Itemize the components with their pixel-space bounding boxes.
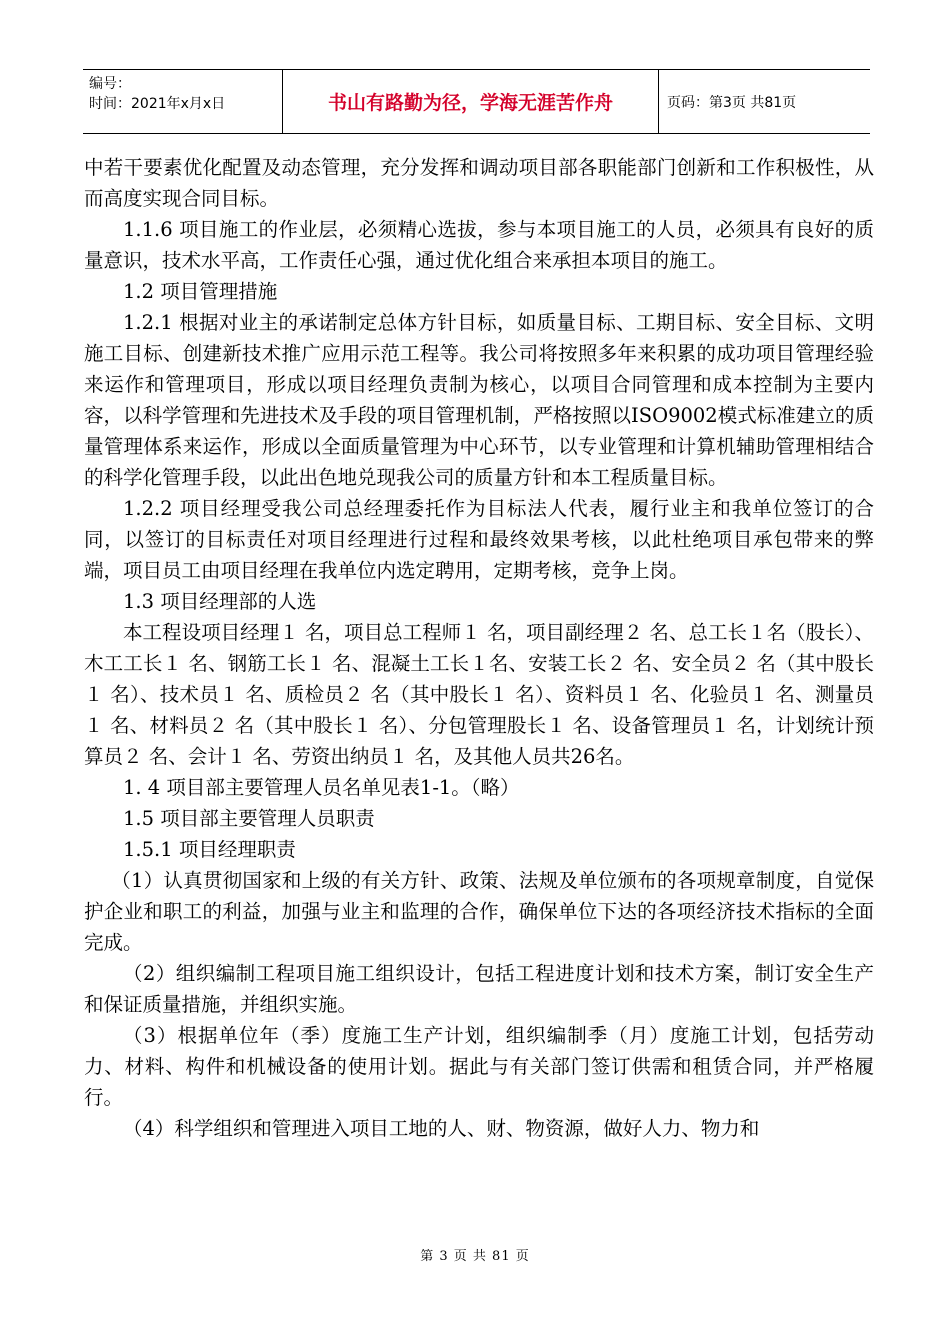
duty-item-4: （4）科学组织和管理进入项目工地的人、财、物资源，做好人力、物力和 bbox=[123, 1117, 760, 1140]
document-body bbox=[84, 152, 874, 1144]
section-heading-1-3: 1.3 项目经理部的人选 bbox=[123, 590, 317, 613]
section-heading-1-2: 1.2 项目管理措施 bbox=[123, 280, 278, 303]
section-heading-1-5-1: 1.5.1 项目经理职责 bbox=[123, 838, 296, 861]
duty-item-1: （1）认真贯彻国家和上级的有关方针、政策、法规及单位颁布的各项规章制度，自觉保护企业和职工的利益，加强与业主和监理的合作，确保单位下达的各项经济技术指标的全面完成。 bbox=[84, 869, 874, 954]
paragraph-continuation: 中若干要素优化配置及动态管理，充分发挥和调动项目部各职能部门创新和工作积极性，从而高度实现合同目标。 bbox=[84, 156, 874, 210]
document-time-label: 时间：2021年x月x日 bbox=[89, 96, 226, 112]
section-heading-1-5: 1.5 项目部主要管理人员职责 bbox=[123, 807, 375, 830]
page-footer: 第 3 页 共 81 页 bbox=[420, 1249, 530, 1264]
duty-item-3: （3）根据单位年（季）度施工生产计划，组织编制季（月）度施工计划，包括劳动力、材料、构件和机械设备的使用计划。据此与有关部门签订供需和租赁合同，并严格履行。 bbox=[84, 1024, 874, 1109]
duty-item-2: （2）组织编制工程项目施工组织设计，包括工程进度计划和技术方案，制订安全生产和保证质量措施，并组织实施。 bbox=[84, 962, 874, 1016]
paragraph-1-1-6: 1.1.6 项目施工的作业层，必须精心选拔，参与本项目施工的人员，必须具有良好的质量意识，技术水平高，工作责任心强，通过优化组合来承担本项目的施工。 bbox=[84, 218, 874, 272]
document-number-label: 编号： bbox=[89, 76, 131, 92]
paragraph-1-2-2: 1.2.2 项目经理受我公司总经理委托作为目标法人代表，履行业主和我单位签订的合同，以签订的目标责任对项目经理进行过程和最终效果考核，以此杜绝项目承包带来的弊端，项目员工由项目经理在我单位内选定聘用，定期考核，竞争上岗。 bbox=[84, 497, 874, 582]
paragraph-1-4: 1. 4 项目部主要管理人员名单见表1-1。（略） bbox=[123, 776, 520, 799]
header-page-info: 页码：第3页 共81页 bbox=[667, 94, 797, 111]
paragraph-1-2-1: 1.2.1 根据对业主的承诺制定总体方针目标，如质量目标、工期目标、安全目标、文明施工目标、创建新技术推广应用示范工程等。我公司将按照多年来积累的成功项目管理经验来运作和管理项目，形成以项目经理负责制为核心，以项目合同管理和成本控制为主要内容，以科学管理和先进技术及手段的项目管理机制，严格按照以ISO9002模式标准建立的质量管理体系来运作，形成以全面质量管理为中心环节，以专业管理和计算机辅助管理相结合的科学化管理手段，以此出色地兑现我公司的质量方针和本工程质量目标。 bbox=[84, 311, 874, 489]
page-header bbox=[83, 69, 870, 134]
header-meta bbox=[83, 70, 283, 133]
paragraph-staffing: 本工程设项目经理１ 名，项目总工程师１ 名，项目副经理２ 名、总工长１名（股长）、木工工长１ 名、钢筋工长１ 名、混凝土工长１名、安装工长２ 名、安全员２ 名（其中股长１ 名）、技术员１ 名、质检员２ 名（其中股长１ 名）、资料员１ 名、化验员１ 名、测量员１ 名、材料员２ 名（其中股长１ 名）、分包管理股长１ 名、设备管理员１ 名，计划统计预算员２ 名、会计１ 名、劳资出纳员１ 名，及其他人员共26名。 bbox=[84, 621, 874, 768]
header-motto: 书山有路勤为径，学海无涯苦作舟 bbox=[283, 70, 659, 133]
